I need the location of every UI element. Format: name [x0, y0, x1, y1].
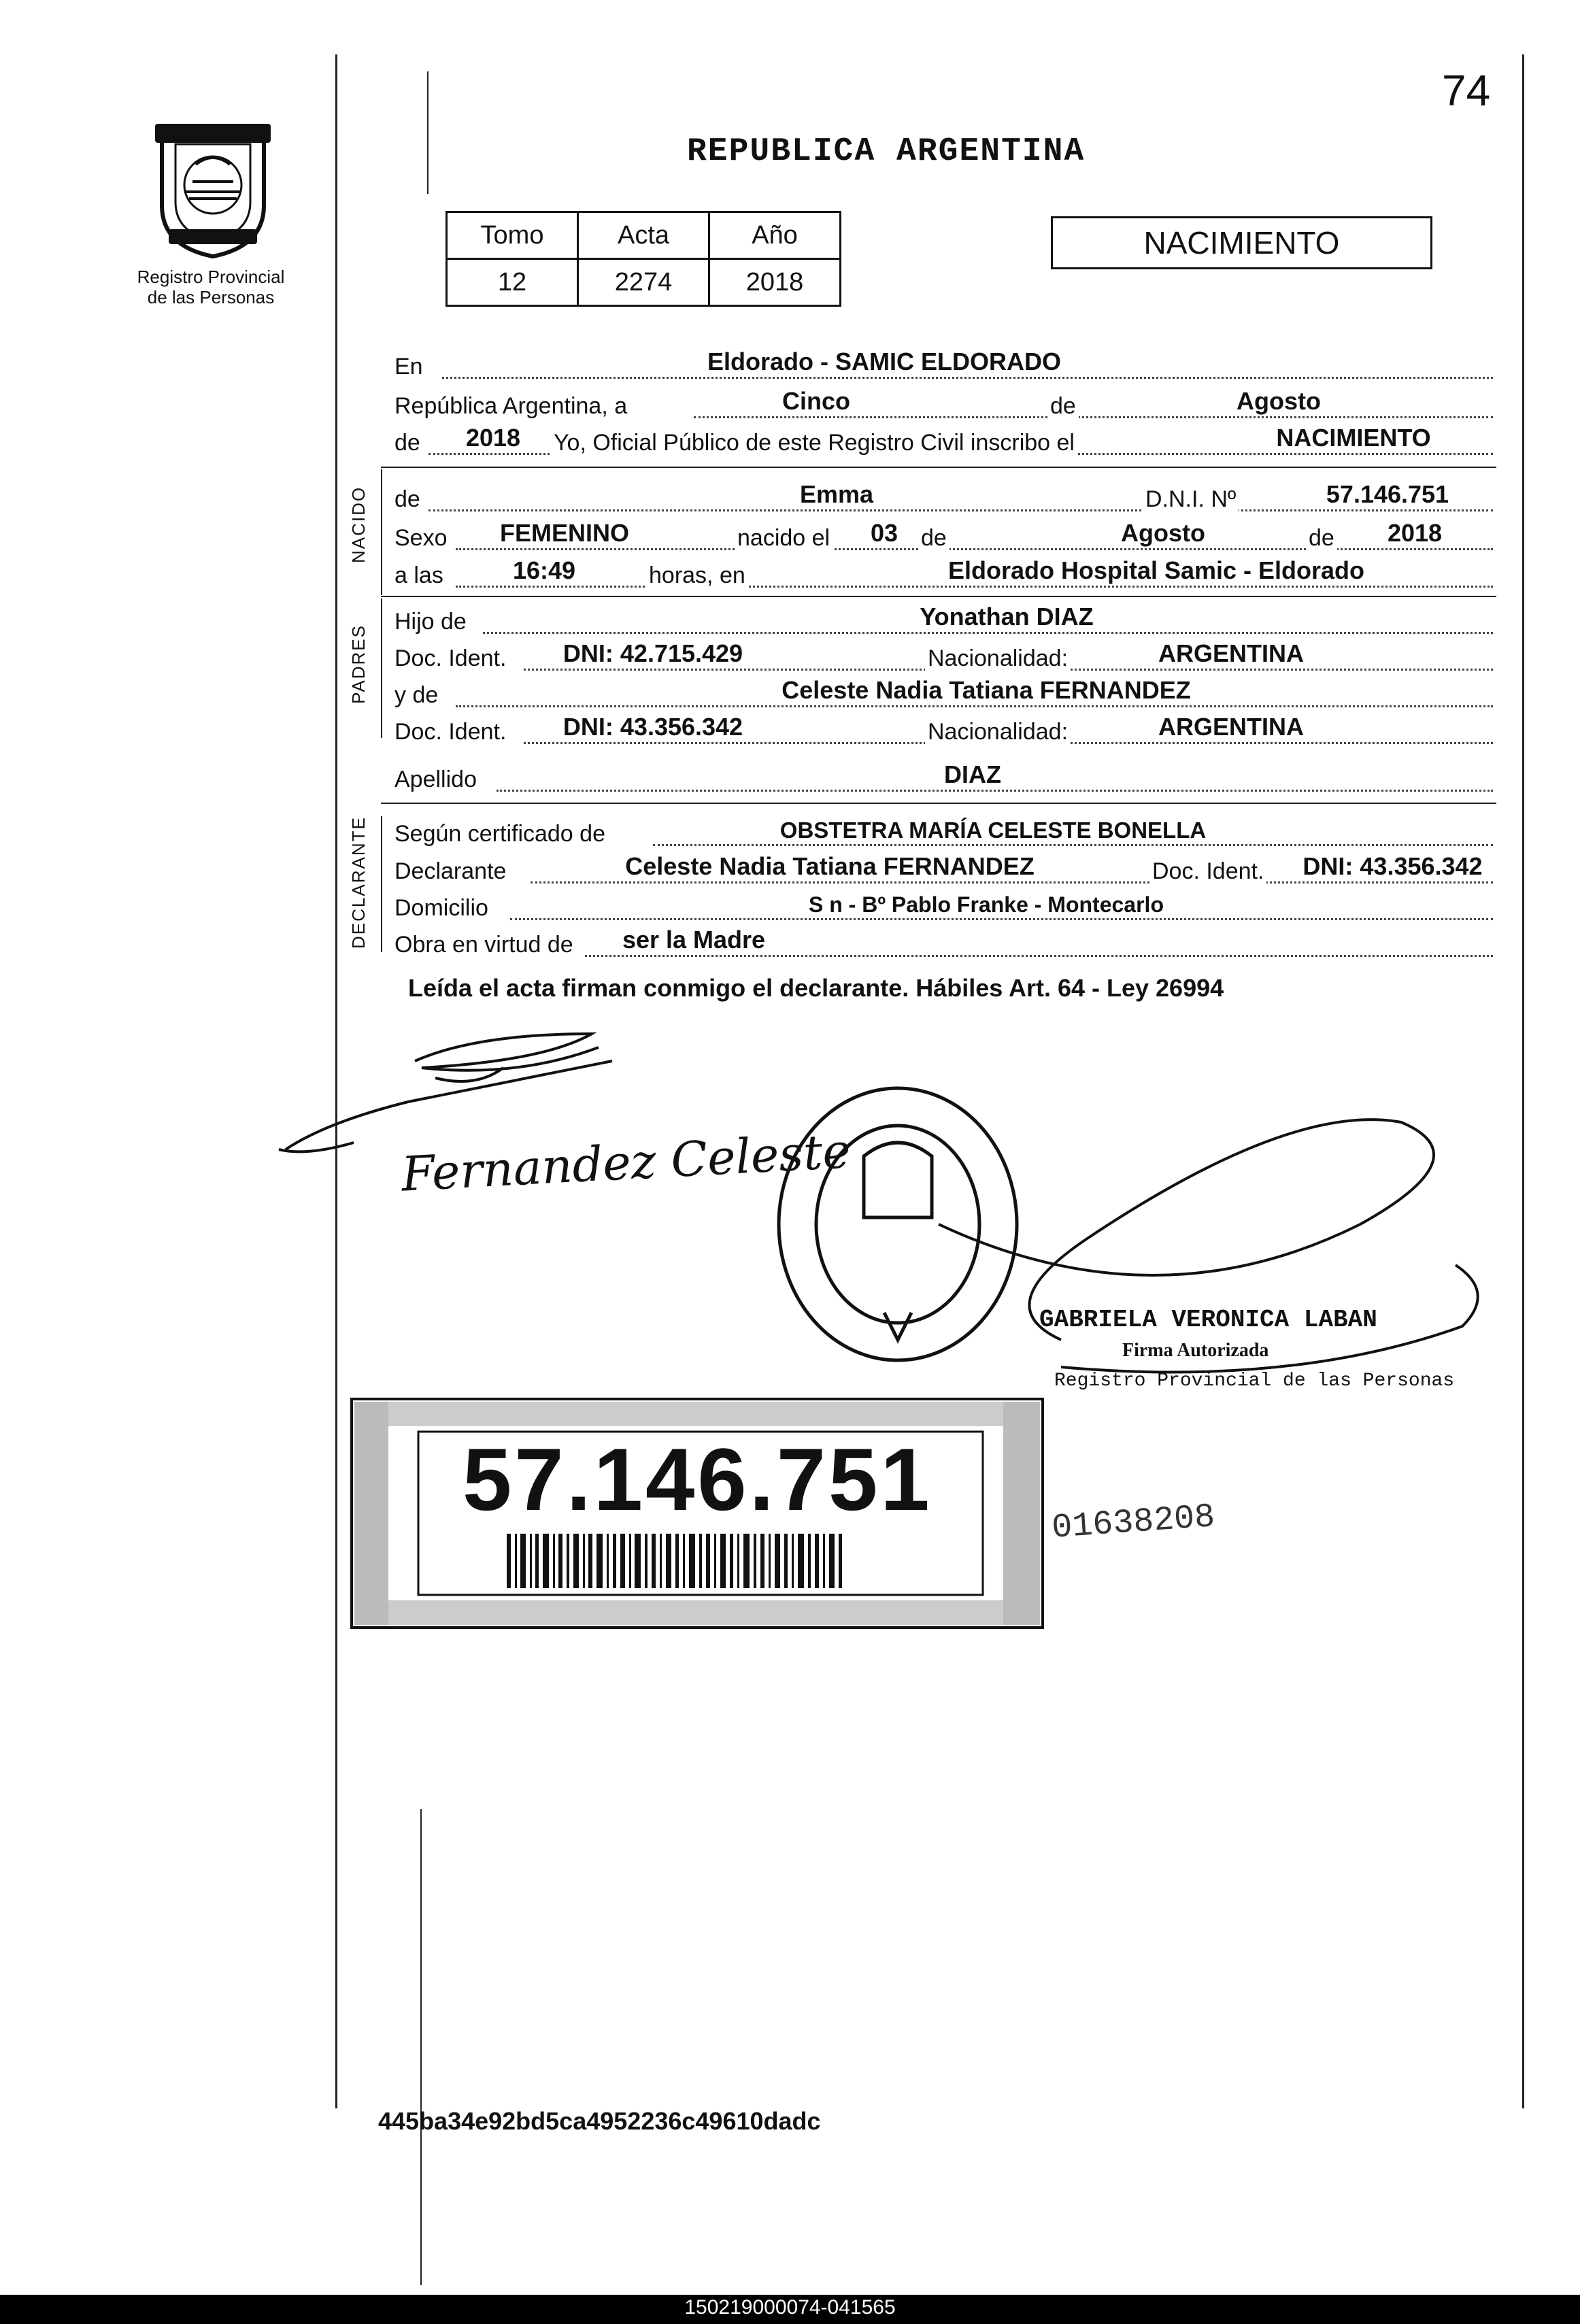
declarant-signature-icon: [279, 1034, 612, 1151]
label-de-year: de: [394, 430, 423, 456]
value-certificate-by: OBSTETRA MARÍA CELESTE BONELLA: [779, 818, 1207, 843]
label-yo: Yo, Oficial Público de este Registro Civil inscribo el: [551, 430, 1077, 456]
label-horas-en: horas, en: [646, 562, 748, 589]
stamp-serial-text: 01638208: [1050, 1498, 1217, 1548]
value-capacity: ser la Madre: [622, 926, 766, 954]
registry-seal-icon: [779, 1088, 1017, 1360]
official-office: Registro Provincial de las Personas: [1054, 1370, 1455, 1392]
value-ano: 2018: [709, 259, 841, 306]
section-label-padres: PADRES: [348, 624, 369, 704]
value-month: Agosto: [1237, 387, 1321, 415]
signature-script: Fernandez Celeste: [400, 1123, 852, 1202]
value-birth-place: Eldorado Hospital Samic - Eldorado: [947, 556, 1365, 584]
label-de-month: de: [918, 525, 949, 552]
label-republica: República Argentina, a: [394, 393, 630, 420]
value-birth-day: 03: [870, 519, 898, 547]
official-role: Firma Autorizada: [1122, 1340, 1269, 1361]
value-tomo: 12: [447, 259, 578, 306]
page-number: 74: [1442, 66, 1491, 115]
registry-name-line-1: Registro Provincial: [137, 267, 285, 287]
sticker-dni-number: 57.146.751: [463, 1430, 932, 1529]
document-type-box: NACIMIENTO: [1051, 216, 1432, 269]
label-hijo-de: Hijo de: [394, 609, 469, 635]
label-doc-ident-father: Doc. Ident.: [394, 645, 509, 672]
label-de-year2: de: [1306, 525, 1337, 552]
official-signature-icon: [939, 1119, 1478, 1372]
label-domicilio: Domicilio: [394, 895, 491, 922]
label-dni: D.N.I. Nº: [1143, 486, 1239, 513]
value-day-words: Cinco: [781, 387, 850, 415]
country-title: REPUBLICA ARGENTINA: [687, 133, 1086, 170]
label-doc-ident-declarant: Doc. Ident.: [1149, 858, 1266, 885]
label-en: En: [394, 354, 426, 380]
value-mother-nationality: ARGENTINA: [1158, 713, 1304, 741]
value-child-dni: 57.146.751: [1326, 480, 1449, 508]
value-father-name: Yonathan DIAZ: [920, 603, 1094, 630]
label-apellido: Apellido: [394, 767, 480, 793]
section-label-nacido: NACIDO: [348, 486, 369, 563]
label-nationality-father: Nacionalidad:: [925, 645, 1071, 672]
value-address: S n - Bº Pablo Franke - Montecarlo: [809, 892, 1164, 917]
label-segun-certificado: Según certificado de: [394, 821, 608, 847]
value-child-name: Emma: [799, 480, 874, 508]
value-father-nationality: ARGENTINA: [1158, 639, 1304, 667]
value-mother-doc: DNI: 43.356.342: [562, 713, 743, 741]
label-nacido-el: nacido el: [735, 525, 833, 552]
label-sexo: Sexo: [394, 525, 450, 552]
label-doc-ident-mother: Doc. Ident.: [394, 719, 509, 745]
label-y-de: y de: [394, 682, 441, 709]
official-name: GABRIELA VERONICA LABAN: [1039, 1306, 1377, 1334]
bottom-rule: [420, 1809, 422, 2285]
closing-statement: Leída el acta firman conmigo el declarante. Hábiles Art. 64 - Ley 26994: [408, 974, 1224, 1002]
value-declarant-doc: DNI: 43.356.342: [1302, 852, 1483, 880]
footer-code: 150219000074-041565: [684, 2296, 896, 2319]
header-acta: Acta: [578, 212, 709, 259]
label-de-name: de: [394, 486, 423, 513]
header-ano: Año: [709, 212, 841, 259]
value-acta: 2274: [578, 259, 709, 306]
value-birth-time: 16:49: [512, 556, 576, 584]
value-mother-name: Celeste Nadia Tatiana FERNANDEZ: [781, 676, 1191, 704]
label-de: de: [1047, 393, 1079, 420]
value-surname: DIAZ: [944, 760, 1001, 788]
value-birth-year: 2018: [1387, 519, 1443, 547]
value-place: Eldorado - SAMIC ELDORADO: [707, 348, 1061, 375]
stamp-serial: [1047, 1496, 1231, 1557]
label-a-las: a las: [394, 562, 446, 589]
document-hash: 445ba34e92bd5ca4952236c49610dadc: [378, 2107, 821, 2135]
value-act-type: NACIMIENTO: [1276, 424, 1431, 452]
value-year: 2018: [465, 424, 521, 452]
value-birth-month: Agosto: [1121, 519, 1205, 547]
label-obra-en-virtud: Obra en virtud de: [394, 932, 576, 958]
label-declarante: Declarante: [394, 858, 509, 885]
header-tomo: Tomo: [447, 212, 578, 259]
section-label-declarante: DECLARANTE: [348, 816, 369, 949]
label-nationality-mother: Nacionalidad:: [925, 719, 1071, 745]
value-declarant-name: Celeste Nadia Tatiana FERNANDEZ: [625, 852, 1035, 880]
registry-name-line-2: de las Personas: [147, 287, 275, 307]
value-sex: FEMENINO: [499, 519, 629, 547]
value-father-doc: DNI: 42.715.429: [562, 639, 743, 667]
